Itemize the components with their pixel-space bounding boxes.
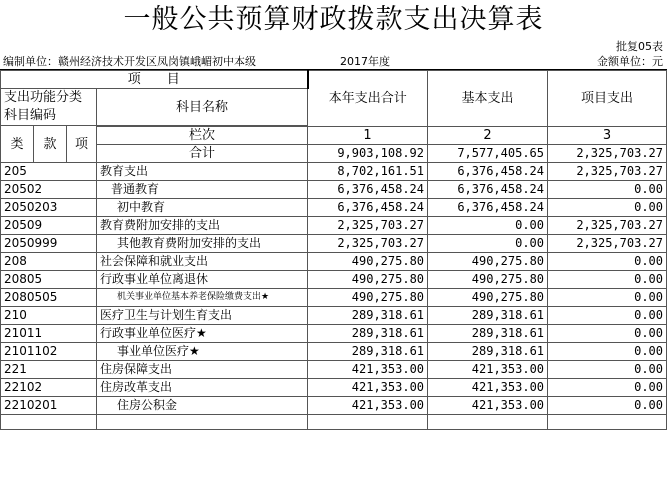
- table-row: [1, 217, 667, 235]
- lanci-row: [1, 127, 667, 145]
- row-name: 事业单位医疗★: [97, 343, 308, 361]
- row-basic: 0.00: [428, 217, 548, 235]
- row-name: 医疗卫生与计划生育支出: [97, 307, 308, 325]
- row-total: 2,325,703.27: [308, 217, 428, 235]
- row-code: 20805: [1, 271, 97, 289]
- row-basic: 6,376,458.24: [428, 199, 548, 217]
- row-item: 0.00: [548, 271, 667, 289]
- row-name: 社会保障和就业支出: [97, 253, 308, 271]
- row-name: 住房公积金: [97, 397, 308, 415]
- empty-row: [1, 415, 667, 430]
- header-project: 项 目: [1, 71, 308, 89]
- row-name: 教育支出: [97, 163, 308, 181]
- table-row: [1, 307, 667, 325]
- row-basic: 6,376,458.24: [428, 181, 548, 199]
- row-total: 490,275.80: [308, 289, 428, 307]
- row-basic: 6,376,458.24: [428, 163, 548, 181]
- table-row: [1, 163, 667, 181]
- row-item: 2,325,703.27: [548, 163, 667, 181]
- row-basic: 490,275.80: [428, 253, 548, 271]
- row-total: 8,702,161.51: [308, 163, 428, 181]
- row-code: 2080505: [1, 289, 97, 307]
- row-code: 210: [1, 307, 97, 325]
- row-code: 2101102: [1, 343, 97, 361]
- header-total: 本年支出合计: [308, 71, 428, 127]
- row-basic: 421,353.00: [428, 397, 548, 415]
- preparing-unit: 编制单位：赣州经济技术开发区凤岗镇峨嵋初中本级: [3, 55, 256, 68]
- header-subject-name: 科目名称: [97, 89, 308, 126]
- header-lanci: 栏次: [97, 127, 308, 145]
- table-row: [1, 289, 667, 307]
- col-number-2: 2: [428, 127, 548, 145]
- table-row: [1, 271, 667, 289]
- amount-unit: 金额单位：元: [597, 55, 663, 68]
- row-total: 289,318.61: [308, 307, 428, 325]
- row-item: 0.00: [548, 361, 667, 379]
- row-item: 0.00: [548, 199, 667, 217]
- row-code: 2050203: [1, 199, 97, 217]
- row-name: 机关事业单位基本养老保险缴费支出★: [97, 289, 308, 307]
- form-code: 批复05表: [616, 40, 663, 53]
- row-item: 0.00: [548, 307, 667, 325]
- row-total: 6,376,458.24: [308, 199, 428, 217]
- row-name: 普通教育: [97, 181, 308, 199]
- row-code: 20509: [1, 217, 97, 235]
- col-number-3: 3: [548, 127, 667, 145]
- row-name: 教育费附加安排的支出: [97, 217, 308, 235]
- header-xiang: 项: [67, 126, 97, 163]
- row-basic: 421,353.00: [428, 379, 548, 397]
- row-name: 行政事业单位离退休: [97, 271, 308, 289]
- row-name: 行政事业单位医疗★: [97, 325, 308, 343]
- row-item: 0.00: [548, 325, 667, 343]
- expenditure-table: [0, 70, 667, 430]
- row-name: 初中教育: [97, 199, 308, 217]
- row-item: 2,325,703.27: [548, 217, 667, 235]
- col-number-1: 1: [308, 127, 428, 145]
- table-row: [1, 253, 667, 271]
- row-basic: 289,318.61: [428, 325, 548, 343]
- table-row: [1, 199, 667, 217]
- row-code: 2210201: [1, 397, 97, 415]
- table-row: [1, 181, 667, 199]
- row-item: 2,325,703.27: [548, 235, 667, 253]
- row-name: 住房保障支出: [97, 361, 308, 379]
- row-item: 0.00: [548, 289, 667, 307]
- header-item: 项目支出: [548, 71, 667, 127]
- header-kuan: 款: [34, 126, 67, 163]
- row-total: 490,275.80: [308, 271, 428, 289]
- row-code: 208: [1, 253, 97, 271]
- header-lei: 类: [1, 126, 34, 163]
- row-code: 221: [1, 361, 97, 379]
- row-total: 6,376,458.24: [308, 181, 428, 199]
- table-row: [1, 361, 667, 379]
- row-code: 2050999: [1, 235, 97, 253]
- header-func-code: 支出功能分类科目编码: [1, 89, 97, 126]
- row-item: 0.00: [548, 343, 667, 361]
- row-code: 205: [1, 163, 97, 181]
- row-item: 0.00: [548, 181, 667, 199]
- total-item: 2,325,703.27: [548, 145, 667, 163]
- row-total: 289,318.61: [308, 343, 428, 361]
- row-basic: 0.00: [428, 235, 548, 253]
- table-row: [1, 379, 667, 397]
- row-total: 421,353.00: [308, 397, 428, 415]
- row-total: 2,325,703.27: [308, 235, 428, 253]
- row-item: 0.00: [548, 253, 667, 271]
- row-basic: 289,318.61: [428, 307, 548, 325]
- report-year: 2017年度: [340, 55, 390, 68]
- table-row: [1, 325, 667, 343]
- row-total: 421,353.00: [308, 379, 428, 397]
- row-basic: 289,318.61: [428, 343, 548, 361]
- row-total: 490,275.80: [308, 253, 428, 271]
- header-row-project: [1, 71, 667, 89]
- row-name: 其他教育费附加安排的支出: [97, 235, 308, 253]
- total-total: 9,903,108.92: [308, 145, 428, 163]
- total-basic: 7,577,405.65: [428, 145, 548, 163]
- report-title: 一般公共预算财政拨款支出决算表: [123, 4, 544, 35]
- row-item: 0.00: [548, 379, 667, 397]
- row-total: 421,353.00: [308, 361, 428, 379]
- total-row: [1, 145, 667, 163]
- row-basic: 421,353.00: [428, 361, 548, 379]
- header-basic: 基本支出: [428, 71, 548, 127]
- row-item: 0.00: [548, 397, 667, 415]
- table-row: [1, 235, 667, 253]
- total-label: 合计: [97, 145, 308, 163]
- row-code: 22102: [1, 379, 97, 397]
- row-basic: 490,275.80: [428, 271, 548, 289]
- row-code: 21011: [1, 325, 97, 343]
- table-row: [1, 343, 667, 361]
- row-total: 289,318.61: [308, 325, 428, 343]
- table-row: [1, 397, 667, 415]
- row-code: 20502: [1, 181, 97, 199]
- row-basic: 490,275.80: [428, 289, 548, 307]
- row-name: 住房改革支出: [97, 379, 308, 397]
